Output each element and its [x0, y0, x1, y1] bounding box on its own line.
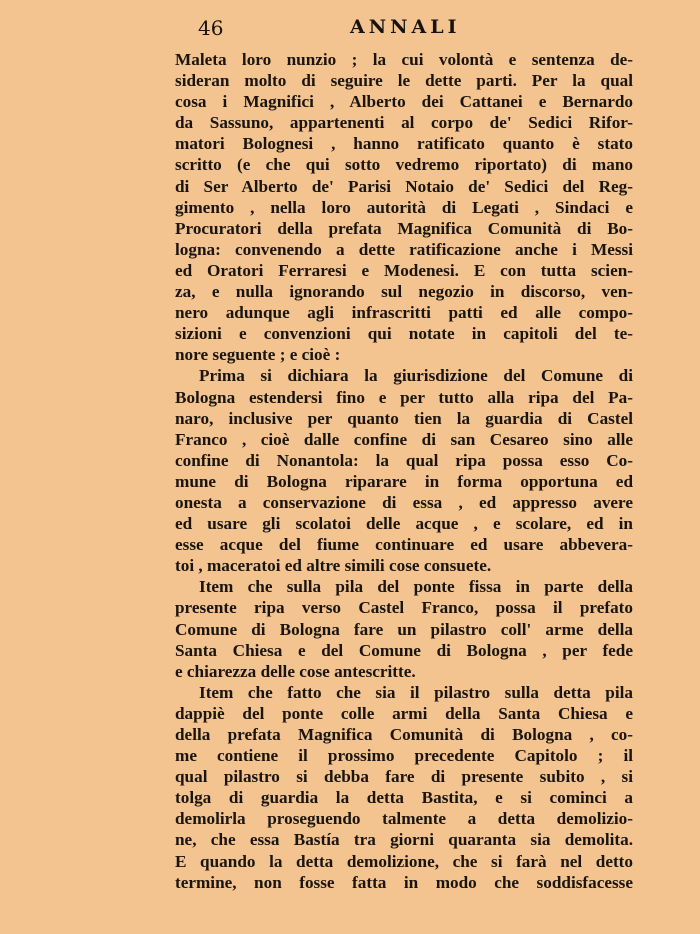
text-line: esse acque del fiume continuare ed usare abbevera-	[175, 535, 633, 555]
text-line: za, e nulla ignorando sul negozio in discorso, ven-	[175, 282, 633, 302]
text-line: me contiene il prossimo precedente Capitolo ; il	[175, 746, 633, 766]
text-line: Maleta loro nunzio ; la cui volontà e sentenza de-	[175, 50, 633, 69]
text-line: Comune di Bologna fare un pilastro coll' arme della	[175, 619, 633, 639]
text-line: Prima si dichiara la giurisdizione del Comune di	[199, 366, 633, 386]
text-line: toi , maceratoi ed altre simili cose consuete.	[175, 556, 492, 576]
text-line: Procuratori della prefata Magnifica Comunità di Bo-	[175, 218, 633, 238]
text-line: onesta a conservazione di essa , ed appresso avere	[175, 492, 633, 512]
text-line: ed usare gli scolatoi delle acque , e scolare, ed in	[175, 514, 633, 534]
text-line: Bologna estendersi fino e per tutto alla ripa del Pa-	[175, 387, 633, 407]
text-line: ed Oratori Ferraresi e Modenesi. E con tutta scien-	[175, 260, 633, 280]
text-line: dappiè del ponte colle armi della Santa Chiesa e	[175, 703, 633, 723]
text-line: cosa i Magnifici , Alberto dei Cattanei e Bernardo	[175, 92, 633, 112]
text-line: da Sassuno, appartenenti al corpo de' Sedici Rifor-	[175, 113, 633, 133]
text-line: Franco , cioè dalle confine di san Cesareo sino alle	[175, 429, 633, 449]
text-line: tolga di guardia la detta Bastita, e si cominci a	[175, 788, 633, 808]
page-number: 46	[198, 16, 224, 40]
text-line: qual pilastro si debba fare di presente subito , si	[175, 767, 633, 787]
text-line: scritto (e che qui sotto vedremo riportato) di mano	[175, 155, 633, 175]
text-line: Item che fatto che sia il pilastro sulla detta pila	[199, 682, 633, 702]
text-line: logna: convenendo a dette ratificazione anche i Messi	[175, 239, 633, 259]
text-line: della prefata Magnifica Comunità di Bologna , co-	[175, 725, 633, 744]
text-line: Santa Chiesa e del Comune di Bologna , per fede	[175, 640, 633, 660]
text-line: ne, che essa Bastía tra giorni quaranta sia demolita.	[175, 830, 633, 850]
text-line: termine, non fosse fatta in modo che soddisfacesse	[175, 872, 633, 892]
text-line: sideran molto di seguire le dette parti. Per la qual	[175, 71, 633, 91]
text-line: gimento , nella loro autorità di Legati , Sindaci e	[175, 197, 633, 217]
text-line: nero adunque agli infrascritti patti ed alle compo-	[175, 303, 633, 323]
text-line: nore seguente ; e cioè :	[175, 345, 341, 365]
text-line: di Ser Alberto de' Parisi Notaio de' Sedici del Reg-	[175, 176, 633, 196]
text-line: presente ripa verso Castel Franco, possa il prefato	[175, 598, 633, 618]
text-line: e chiarezza delle cose antescritte.	[175, 661, 416, 681]
text-line: mune di Bologna riparare in forma opportuna ed	[175, 471, 633, 491]
running-title: ANNALI	[350, 16, 461, 38]
page-header	[0, 14, 700, 44]
text-line: sizioni e convenzioni qui notate in capitoli del te-	[175, 324, 633, 344]
text-line: naro, inclusive per quanto tien la guardia di Castel	[175, 408, 633, 428]
text-line: confine di Nonantola: la qual ripa possa esso Co-	[175, 450, 633, 470]
body-text	[175, 49, 633, 893]
text-line: Item che sulla pila del ponte fissa in parte della	[199, 577, 633, 597]
text-line: demolirla proseguendo talmente a detta demolizio-	[175, 809, 633, 829]
text-line: matori Bolognesi , hanno ratificato quanto è stato	[175, 134, 633, 154]
text-line: E quando la detta demolizione, che si farà nel detto	[175, 851, 633, 871]
